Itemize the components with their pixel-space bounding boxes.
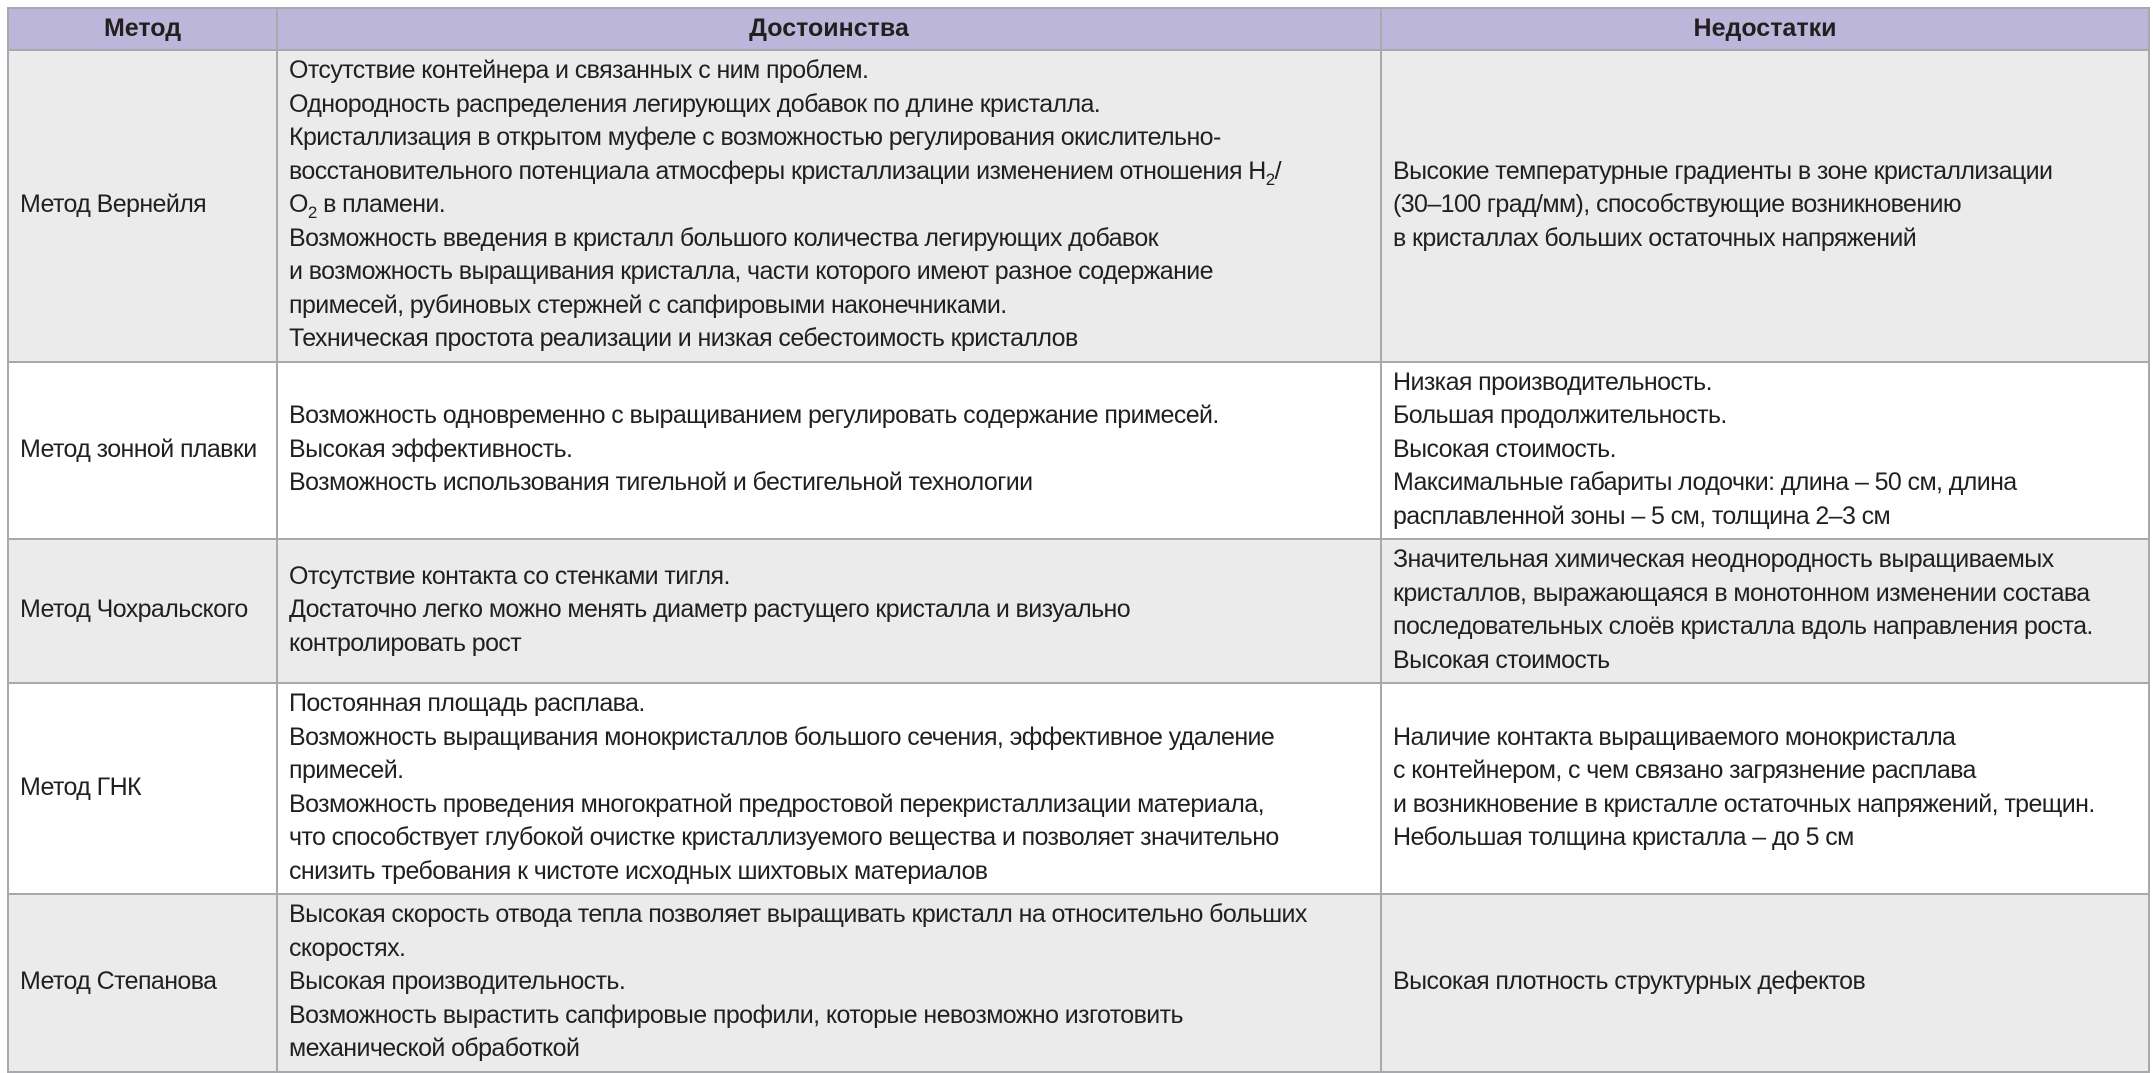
advantage-line: и возможность выращивания кристалла, части которого имеют разное содержание [289, 257, 1213, 285]
disadvantage-line: Низкая производительность. [1393, 367, 1712, 396]
subscript: 2 [307, 203, 317, 222]
advantage-line: Кристаллизация в открытом муфеле с возможностью регулирования окислительно- [289, 123, 1221, 151]
header-advantages: Достоинства [277, 8, 1381, 50]
oxygen-symbol: O [289, 190, 308, 218]
disadvantage-line: последовательных слоёв кристалла вдоль направления роста. [1393, 612, 2093, 640]
disadvantage-line: и возникновение в кристалле остаточных напряжений, трещин. [1393, 789, 2095, 818]
advantage-line: Высокая эффективность. [289, 434, 573, 463]
table-row [8, 539, 2149, 683]
disadvantage-line: расплавленной зоны – 5 см, толщина 2–3 см [1393, 501, 1891, 530]
method-cell: Метод Вернейля [8, 50, 277, 362]
disadvantages-cell [1381, 362, 2149, 540]
advantage-line: Возможность одновременно с выращиванием регулировать содержание примесей. [289, 401, 1219, 429]
advantages-cell [277, 362, 1381, 540]
disadvantage-line: Наличие контакта выращиваемого монокристалла [1393, 722, 1956, 751]
advantage-line: Однородность распределения легирующих добавок по длине кристалла. [289, 89, 1101, 118]
table-row [8, 362, 2149, 540]
disadvantage-line: Максимальные габариты лодочки: длина – 50 см, длина [1393, 468, 2017, 496]
advantage-line: Возможность использования тигельной и бестигельной технологии [289, 468, 1033, 496]
table-row [8, 50, 2149, 362]
advantage-text: восстановительного потенциала атмосферы кристаллизации изменением отношения H [289, 156, 1266, 185]
advantages-cell [277, 539, 1381, 683]
disadvantage-line: Высокие температурные градиенты в зоне кристаллизации [1393, 156, 2053, 185]
table-row [8, 683, 2149, 894]
disadvantages-cell [1381, 894, 2149, 1072]
table-header-row [8, 8, 2149, 50]
advantage-line: примесей, рубиновых стержней с сапфировыми наконечниками. [289, 290, 1007, 319]
advantages-cell [277, 683, 1381, 894]
advantage-line: что способствует глубокой очистке кристаллизуемого вещества и позволяет значительно [289, 823, 1279, 851]
advantage-line-formula [289, 188, 1369, 222]
disadvantage-line: Значительная химическая неоднородность выращиваемых [1393, 545, 2054, 573]
advantage-line: Техническая простота реализации и низкая себестоимость кристаллов [289, 324, 1078, 352]
advantage-line: скоростях. [289, 933, 406, 962]
advantage-line-formula [289, 155, 1369, 189]
advantage-line: Отсутствие контейнера и связанных с ним проблем. [289, 56, 869, 84]
disadvantage-line: в кристаллах больших остаточных напряжений [1393, 223, 1917, 252]
advantage-line: Возможность введения в кристалл большого количества легирующих добавок [289, 223, 1158, 252]
disadvantages-cell [1381, 683, 2149, 894]
advantage-line: Отсутствие контакта со стенками тигля. [289, 561, 730, 590]
disadvantages-cell [1381, 539, 2149, 683]
disadvantages-cell [1381, 50, 2149, 362]
disadvantage-line: (30–100 град/мм), способствующие возникновению [1393, 190, 1962, 218]
advantage-text: в пламени. [316, 190, 446, 218]
disadvantage-line: кристаллов, выражающаяся в монотонном изменении состава [1393, 578, 2090, 607]
disadvantage-line: Большая продолжительность. [1393, 401, 1727, 429]
method-cell: Метод зонной плавки [8, 362, 277, 540]
advantage-line: Высокая производительность. [289, 967, 626, 995]
method-cell: Метод Степанова [8, 894, 277, 1072]
disadvantage-line: Высокая плотность структурных дефектов [1393, 967, 1866, 995]
table-row [8, 894, 2149, 1072]
crystal-growth-methods-table [7, 7, 2150, 1073]
advantage-line: снизить требования к чистоте исходных шихтовых материалов [289, 856, 988, 885]
disadvantage-line: Небольшая толщина кристалла – до 5 см [1393, 823, 1854, 851]
advantage-line: контролировать рост [289, 628, 522, 657]
advantage-line: Достаточно легко можно менять диаметр растущего кристалла и визуально [289, 595, 1131, 624]
subscript: 2 [1265, 169, 1275, 189]
disadvantage-line: Высокая стоимость. [1393, 434, 1616, 463]
advantage-line: Возможность выращивания монокристаллов большого сечения, эффективное удаление примесей. [289, 722, 1275, 784]
advantages-cell [277, 50, 1381, 362]
slash: / [1274, 156, 1281, 185]
disadvantage-line: Высокая стоимость [1393, 645, 1610, 674]
header-disadvantages: Недостатки [1381, 8, 2149, 50]
advantage-line: Постоянная площадь расплава. [289, 689, 645, 717]
method-cell: Метод ГНК [8, 683, 277, 894]
advantage-line: Возможность проведения многократной предростовой перекристаллизации материала, [289, 789, 1264, 818]
header-method: Метод [8, 8, 277, 50]
advantage-line: механической обработкой [289, 1034, 580, 1062]
disadvantage-line: с контейнером, с чем связано загрязнение расплава [1393, 756, 1976, 784]
advantage-line: Возможность вырастить сапфировые профили, которые невозможно изготовить [289, 1000, 1183, 1029]
advantage-line: Высокая скорость отвода тепла позволяет выращивать кристалл на относительно больших [289, 900, 1307, 928]
advantages-cell [277, 894, 1381, 1072]
method-cell: Метод Чохральского [8, 539, 277, 683]
